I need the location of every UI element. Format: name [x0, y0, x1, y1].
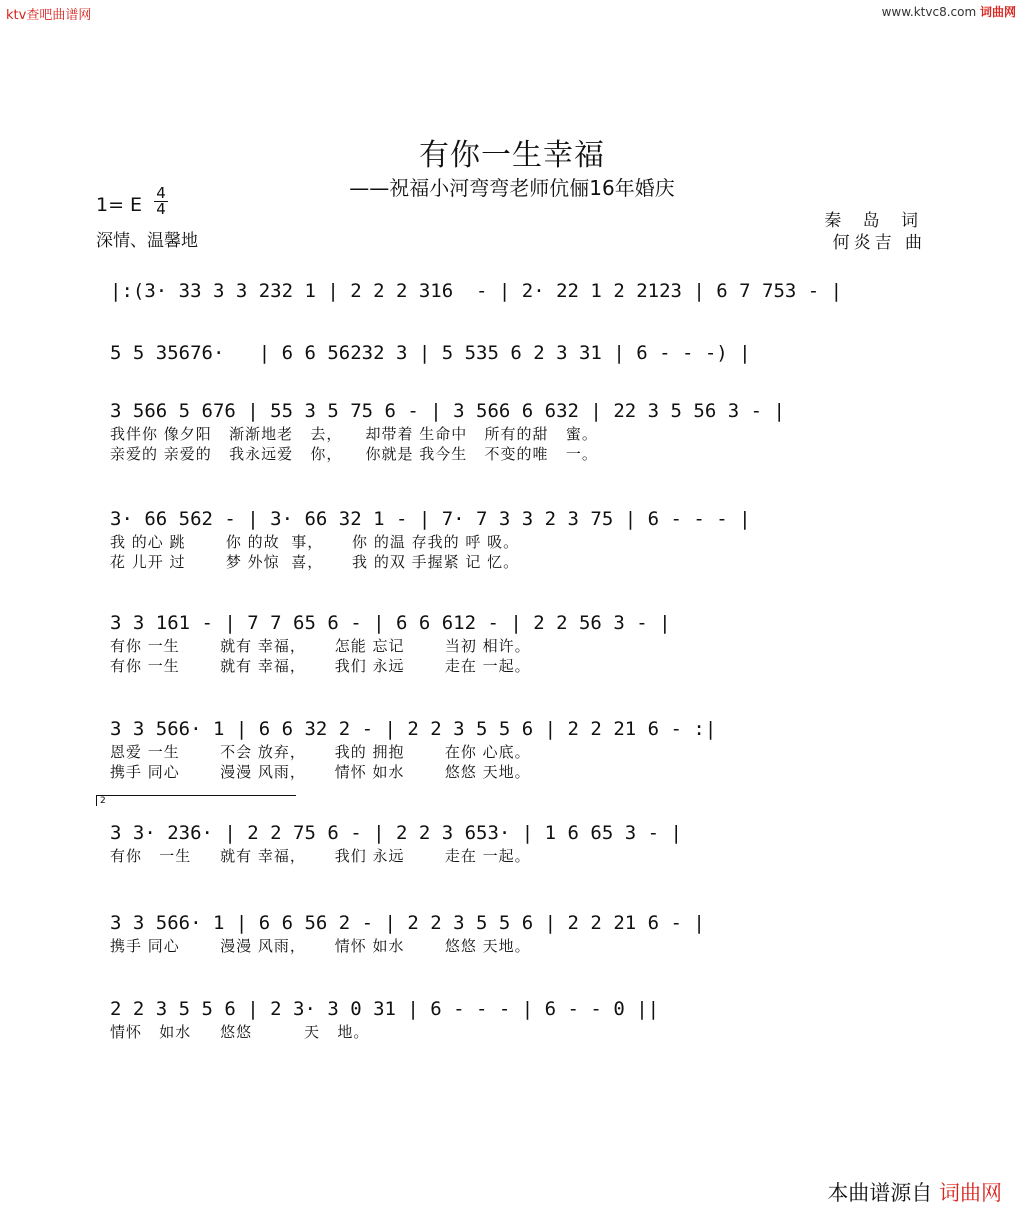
score-row: [110, 820, 930, 866]
lyric-line: 花 儿开 过 梦 外惊 喜， 我 的双 手握紧 记 忆。: [110, 553, 520, 571]
score-row: [110, 398, 930, 464]
meter-top: 4: [154, 186, 168, 202]
score-row: [110, 910, 930, 956]
score-row: [110, 340, 930, 366]
key-signature: 1= E: [96, 194, 143, 216]
watermark-site[interactable]: 词曲网: [979, 5, 1016, 19]
lyric-line: 有你 一生 就有 幸福， 我们 永远 走在 一起。: [110, 847, 531, 865]
notation-line: 3 3 161 - | 7 7 65 6 - | 6 6 612 - | 2 2 56 3 - |: [110, 612, 671, 634]
source-prefix: 本曲谱源自: [827, 1181, 933, 1205]
watermark-left: ktv查吧曲谱网: [6, 8, 92, 23]
watermark-url[interactable]: www.ktvc8.com: [881, 5, 977, 19]
volta-bracket: [96, 795, 296, 806]
notation-line: |:(3· 33 3 3 232 1 | 2 2 2 316 - | 2· 22 1 2 2123 | 6 7 753 - |: [110, 280, 843, 302]
composer: 何炎吉 曲: [832, 233, 926, 253]
notation-line: 2 2 3 5 5 6 | 2 3· 3 0 31 | 6 - - - | 6 - - 0 ||: [110, 998, 660, 1020]
lyric-line: 携手 同心 漫漫 风雨， 情怀 如水 悠悠 天地。: [110, 937, 531, 955]
lyric-line: 有你 一生 就有 幸福， 怎能 忘记 当初 相许。: [110, 637, 531, 655]
lyric-line: 携手 同心 漫漫 风雨， 情怀 如水 悠悠 天地。: [110, 763, 531, 781]
score-row: [110, 610, 930, 676]
notation-line: 3 3 566· 1 | 6 6 32 2 - | 2 2 3 5 5 6 | 2 2 21 6 - :|: [110, 718, 717, 740]
lyric-line: 我伴你 像夕阳 渐渐地老 去， 却带着 生命中 所有的甜 蜜。: [110, 425, 598, 443]
score-row: [110, 506, 930, 572]
time-signature: [154, 186, 168, 217]
meter-bottom: 4: [156, 200, 166, 218]
lyricist: 秦 岛 词: [824, 211, 926, 231]
song-subtitle: ——祝福小河弯弯老师伉俪16年婚庆: [349, 176, 675, 200]
notation-line: 5 5 35676· | 6 6 56232 3 | 5 535 6 2 3 31 | 6 - - -) |: [110, 342, 751, 364]
lyric-line: 情怀 如水 悠悠 天 地。: [110, 1023, 370, 1041]
notation-line: 3 3 566· 1 | 6 6 56 2 - | 2 2 3 5 5 6 | 2 2 21 6 - |: [110, 912, 705, 934]
tempo-mark: 深情、温馨地: [96, 231, 198, 251]
song-title: 有你一生幸福: [419, 138, 605, 173]
lyric-line: 恩爱 一生 不会 放弃， 我的 拥抱 在你 心底。: [110, 743, 531, 761]
score-row: [110, 996, 930, 1042]
source-credit: [827, 1177, 1002, 1207]
score-row: [110, 716, 930, 782]
notation-line: 3· 66 562 - | 3· 66 32 1 - | 7· 7 3 3 2 3 75 | 6 - - - |: [110, 508, 751, 530]
lyric-line: 亲爱的 亲爱的 我永远爱 你， 你就是 我今生 不变的唯 一。: [110, 445, 598, 463]
volta-label: 2: [100, 796, 106, 806]
watermark-right[interactable]: [882, 3, 1016, 20]
score-row: [110, 278, 930, 304]
notation-line: 3 566 5 676 | 55 3 5 75 6 - | 3 566 6 632 | 22 3 5 56 3 - |: [110, 400, 785, 422]
source-site[interactable]: 词曲网: [939, 1181, 1002, 1205]
lyric-line: 我 的心 跳 你 的故 事， 你 的温 存我的 呼 吸。: [110, 533, 520, 551]
notation-line: 3 3· 236· | 2 2 75 6 - | 2 2 3 653· | 1 6 65 3 - |: [110, 822, 682, 844]
lyric-line: 有你 一生 就有 幸福， 我们 永远 走在 一起。: [110, 657, 531, 675]
